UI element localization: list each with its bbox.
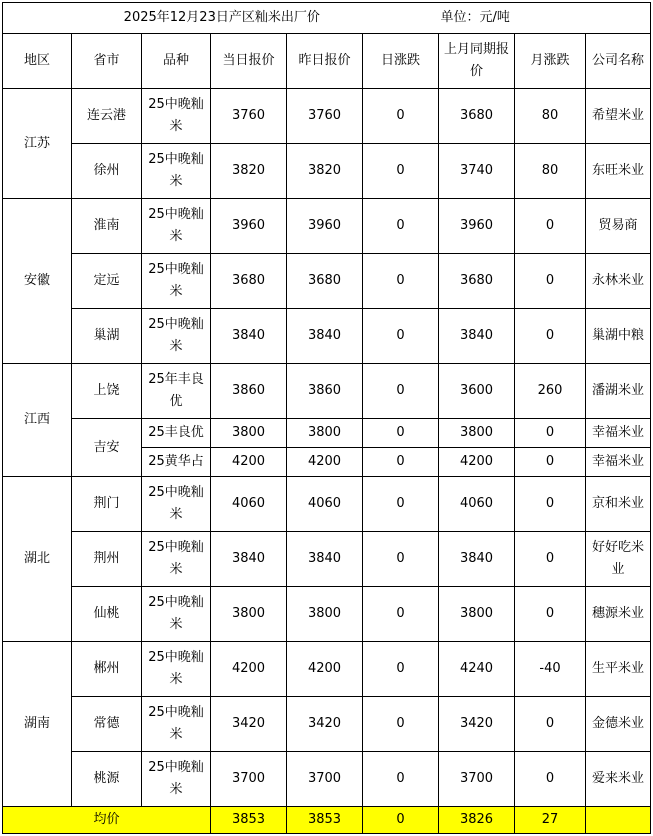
today-cell: 3680 [211,254,287,309]
variety-cell: 25年丰良优 [142,364,211,419]
last-month-cell: 4200 [439,448,515,477]
variety-cell: 25中晚籼米 [142,309,211,364]
yesterday-cell: 3420 [287,697,363,752]
daily-change-cell: 0 [363,89,439,144]
variety-cell: 25黄华占 [142,448,211,477]
today-cell: 4200 [211,448,287,477]
variety-cell: 25中晚籼米 [142,642,211,697]
today-cell: 3820 [211,144,287,199]
yesterday-cell: 3960 [287,199,363,254]
header-region: 地区 [3,34,72,89]
table-row [3,752,651,807]
header-monthly-change: 月涨跌 [515,34,586,89]
last-month-cell: 4060 [439,477,515,532]
today-cell: 3840 [211,532,287,587]
city-cell: 上饶 [72,364,142,419]
average-yesterday: 3853 [287,807,363,834]
table-row [3,364,651,419]
yesterday-cell: 3800 [287,587,363,642]
today-cell: 3420 [211,697,287,752]
table-row [3,532,651,587]
today-cell: 4060 [211,477,287,532]
today-cell: 4200 [211,642,287,697]
last-month-cell: 3420 [439,697,515,752]
table-row [3,642,651,697]
yesterday-cell: 3840 [287,532,363,587]
monthly-change-cell: 0 [515,199,586,254]
monthly-change-cell: -40 [515,642,586,697]
monthly-change-cell: 0 [515,477,586,532]
last-month-cell: 3700 [439,752,515,807]
title-row [3,3,651,34]
city-cell: 桃源 [72,752,142,807]
company-cell: 永林米业 [586,254,651,309]
table-row [3,89,651,144]
city-cell: 徐州 [72,144,142,199]
variety-cell: 25中晚籼米 [142,752,211,807]
header-yesterday: 昨日报价 [287,34,363,89]
last-month-cell: 4240 [439,642,515,697]
monthly-change-cell: 0 [515,309,586,364]
monthly-change-cell: 260 [515,364,586,419]
today-cell: 3960 [211,199,287,254]
company-cell: 幸福米业 [586,448,651,477]
company-cell: 京和米业 [586,477,651,532]
average-company-empty [586,807,651,834]
average-label: 均价 [3,807,211,834]
monthly-change-cell: 0 [515,532,586,587]
city-cell: 吉安 [72,419,142,477]
header-company: 公司名称 [586,34,651,89]
company-cell: 潘湖米业 [586,364,651,419]
last-month-cell: 3600 [439,364,515,419]
city-cell: 荆门 [72,477,142,532]
variety-cell: 25中晚籼米 [142,89,211,144]
daily-change-cell: 0 [363,254,439,309]
daily-change-cell: 0 [363,697,439,752]
monthly-change-cell: 0 [515,448,586,477]
today-cell: 3860 [211,364,287,419]
yesterday-cell: 3820 [287,144,363,199]
city-cell: 定远 [72,254,142,309]
yesterday-cell: 3840 [287,309,363,364]
monthly-change-cell: 0 [515,419,586,448]
company-cell: 巢湖中粮 [586,309,651,364]
last-month-cell: 3840 [439,532,515,587]
last-month-cell: 3680 [439,254,515,309]
average-today: 3853 [211,807,287,834]
last-month-cell: 3800 [439,419,515,448]
region-cell: 湖北 [3,477,72,642]
header-row [3,34,651,89]
yesterday-cell: 3760 [287,89,363,144]
variety-cell: 25中晚籼米 [142,144,211,199]
last-month-cell: 3740 [439,144,515,199]
company-cell: 金德米业 [586,697,651,752]
city-cell: 荆州 [72,532,142,587]
daily-change-cell: 0 [363,587,439,642]
today-cell: 3840 [211,309,287,364]
header-city: 省市 [72,34,142,89]
daily-change-cell: 0 [363,199,439,254]
table-row [3,144,651,199]
city-cell: 仙桃 [72,587,142,642]
company-cell: 穗源米业 [586,587,651,642]
yesterday-cell: 3680 [287,254,363,309]
variety-cell: 25中晚籼米 [142,199,211,254]
table-row [3,477,651,532]
yesterday-cell: 3860 [287,364,363,419]
monthly-change-cell: 0 [515,697,586,752]
last-month-cell: 3960 [439,199,515,254]
header-last-month: 上月同期报价 [439,34,515,89]
company-cell: 生平米业 [586,642,651,697]
variety-cell: 25中晚籼米 [142,697,211,752]
today-cell: 3800 [211,419,287,448]
today-cell: 3700 [211,752,287,807]
region-cell: 安徽 [3,199,72,364]
daily-change-cell: 0 [363,144,439,199]
table-row [3,697,651,752]
today-cell: 3800 [211,587,287,642]
monthly-change-cell: 0 [515,752,586,807]
daily-change-cell: 0 [363,752,439,807]
sheet-title: 2025年12月23日产区籼米出厂价 [3,3,439,34]
yesterday-cell: 4060 [287,477,363,532]
daily-change-cell: 0 [363,477,439,532]
company-cell: 幸福米业 [586,419,651,448]
company-cell: 希望米业 [586,89,651,144]
average-row [3,807,651,834]
variety-cell: 25中晚籼米 [142,477,211,532]
variety-cell: 25中晚籼米 [142,587,211,642]
region-cell: 江苏 [3,89,72,199]
variety-cell: 25中晚籼米 [142,532,211,587]
variety-cell: 25中晚籼米 [142,254,211,309]
monthly-change-cell: 80 [515,89,586,144]
header-variety: 品种 [142,34,211,89]
daily-change-cell: 0 [363,448,439,477]
average-daily-change: 0 [363,807,439,834]
variety-cell: 25丰良优 [142,419,211,448]
last-month-cell: 3840 [439,309,515,364]
daily-change-cell: 0 [363,642,439,697]
price-table [2,2,651,834]
city-cell: 巢湖 [72,309,142,364]
company-cell: 贸易商 [586,199,651,254]
yesterday-cell: 3700 [287,752,363,807]
monthly-change-cell: 0 [515,587,586,642]
company-cell: 东旺米业 [586,144,651,199]
last-month-cell: 3800 [439,587,515,642]
city-cell: 连云港 [72,89,142,144]
average-last-month: 3826 [439,807,515,834]
city-cell: 淮南 [72,199,142,254]
unit-label: 单位：元/吨 [439,3,651,34]
daily-change-cell: 0 [363,419,439,448]
today-cell: 3760 [211,89,287,144]
monthly-change-cell: 80 [515,144,586,199]
header-daily-change: 日涨跌 [363,34,439,89]
daily-change-cell: 0 [363,309,439,364]
average-monthly-change: 27 [515,807,586,834]
table-row [3,254,651,309]
table-row [3,309,651,364]
company-cell: 爱来米业 [586,752,651,807]
last-month-cell: 3680 [439,89,515,144]
company-cell: 好好吃米业 [586,532,651,587]
yesterday-cell: 4200 [287,448,363,477]
yesterday-cell: 3800 [287,419,363,448]
daily-change-cell: 0 [363,364,439,419]
region-cell: 江西 [3,364,72,477]
monthly-change-cell: 0 [515,254,586,309]
header-today: 当日报价 [211,34,287,89]
region-cell: 湖南 [3,642,72,807]
yesterday-cell: 4200 [287,642,363,697]
city-cell: 郴州 [72,642,142,697]
daily-change-cell: 0 [363,532,439,587]
table-row [3,587,651,642]
table-row [3,199,651,254]
city-cell: 常德 [72,697,142,752]
table-row [3,419,651,448]
